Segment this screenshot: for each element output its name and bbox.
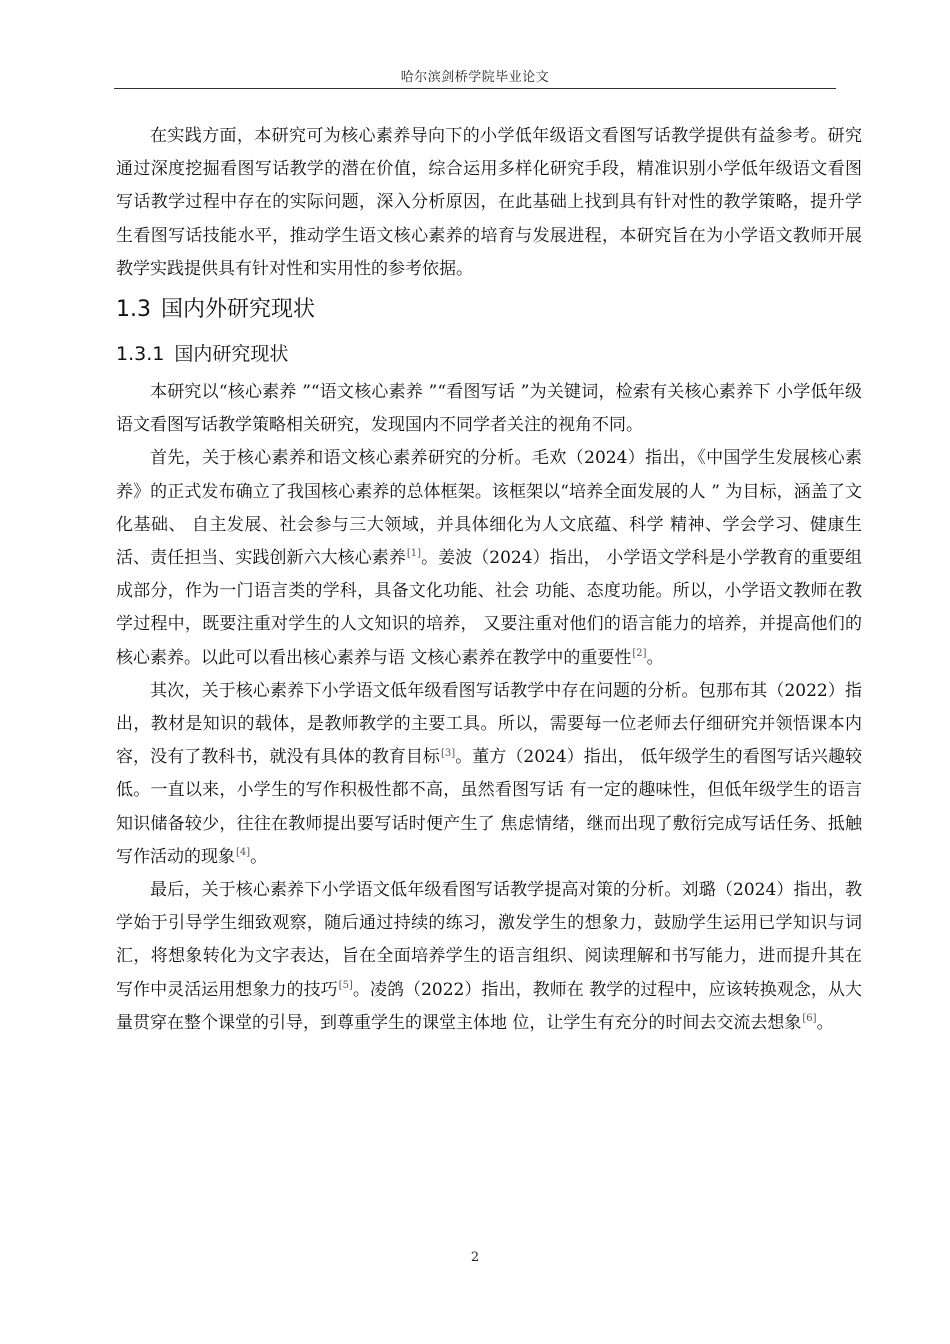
paragraph-text: 。凌鸽（2022）指出，教师在 教学的过程中，应该转换观念，从大量贯穿在整个课堂的引导，到尊重学生的课堂主体地 位，让学生有充分的时间去交流去想象 [116, 979, 862, 1033]
subsection-title: 国内研究现状 [174, 343, 289, 366]
paragraph-text: 。 [250, 846, 268, 867]
paragraph-text: 首先，关于核心素养和语文核心素养研究的分析。毛欢（2024）指出，《中国学生发展核心素养》的正式发布确立了我国核心素养的总体框架。该框架以“培养全面发展的人 ” 为目标，涵盖了文化基础、 自主发展、社会参与三大领域，并具体细化为人文底蕴、科学 精神、学会学习、健康生活、责任担当、实践创新六大核心素养 [116, 448, 862, 569]
paragraph-text: 。董方（2024）指出， 低年级学生的看图写话兴趣较低。一直以来，小学生的写作积极性都不高，虽然看图写话 有一定的趣味性，但低年级学生的语言知识储备较少，往往在教师提出要写话时便产生了 焦虑情绪，继而出现了敷衍完成写话任务、抵触写作活动的现象 [116, 747, 863, 867]
section-title: 国内外研究现状 [161, 297, 316, 323]
subsection-number: 1.3.1 [116, 343, 165, 366]
paragraph-text: 。 [816, 1012, 834, 1033]
paragraph-keywords: 本研究以“核心素养 ”“语文核心素养 ”“看图写话 ”为关键词，检索有关核心素养下 小学低年级语文看图写话教学策略相关研究，发现国内不同学者关注的视角不同。 [116, 382, 862, 436]
citation-marker: [1] [406, 548, 422, 560]
header-divider [114, 88, 836, 89]
page-number: 2 [470, 1250, 480, 1265]
paragraph-core-literacy [116, 442, 862, 674]
paragraph-text: 其次，关于核心素养下小学语文低年级看图写话教学中存在问题的分析。包那布其（2022）指出，教材是知识的载体，是教师教学的主要工具。所以，需要每一位老师去仔细研究并领悟课本内容，没有了教科书，就没有具体的教育目标 [116, 680, 862, 768]
paragraph-text: 。 [646, 647, 664, 668]
citation-marker: [5] [338, 980, 353, 992]
section-number: 1.3 [116, 297, 151, 323]
citation-marker: [2] [632, 647, 647, 659]
paragraph-strategies [116, 874, 862, 1040]
page-header-title: 哈尔滨剑桥学院毕业论文 [400, 70, 550, 85]
paragraph-text: 最后，关于核心素养下小学语文低年级看图写话教学提高对策的分析。刘璐（2024）指出，教学始于引导学生细致观察，随后通过持续的练习，激发学生的想象力，鼓励学生运用已学知识与词汇，将想象转化为文字表达，旨在全面培养学生的语言组织、阅读理解和书写能力，进而提升其在写作中灵活运用想象力的技巧 [116, 880, 862, 1000]
subsection-heading-1-3-1 [116, 336, 862, 372]
citation-marker: [6] [802, 1013, 817, 1025]
intro-paragraph: 在实践方面，本研究可为核心素养导向下的小学低年级语文看图写话教学提供有益参考。研究通过深度挖掘看图写话教学的潜在价值，综合运用多样化研究手段，精准识别小学低年级语文看图写话教学过程中存在的实际问题，深入分析原因，在此基础上找到具有针对性的教学策略，提升学生看图写话技能水平，推动学生语文核心素养的培育与发展进程，本研究旨在为小学语文教师开展教学实践提供具有针对性和实用性的参考依据。 [116, 126, 862, 279]
citation-marker: [3] [440, 747, 456, 759]
citation-marker: [4] [236, 847, 251, 859]
paragraph-text: 。姜波（2024）指出， 小学语文学科是小学教育的重要组成部分，作为一门语言类的学科，具备文化功能、社会 功能、态度功能。所以，小学语文教师在教学过程中，既要注重对学生的人文知识的培养， 又要注重对他们的语言能力的培养，并提高他们的核心素养。以此可以看出核心素养与语 文核心素养在教学中的重要性 [116, 548, 862, 668]
paragraph-problems [116, 675, 862, 874]
section-heading-1-3 [116, 290, 862, 330]
document-body [116, 120, 862, 1040]
